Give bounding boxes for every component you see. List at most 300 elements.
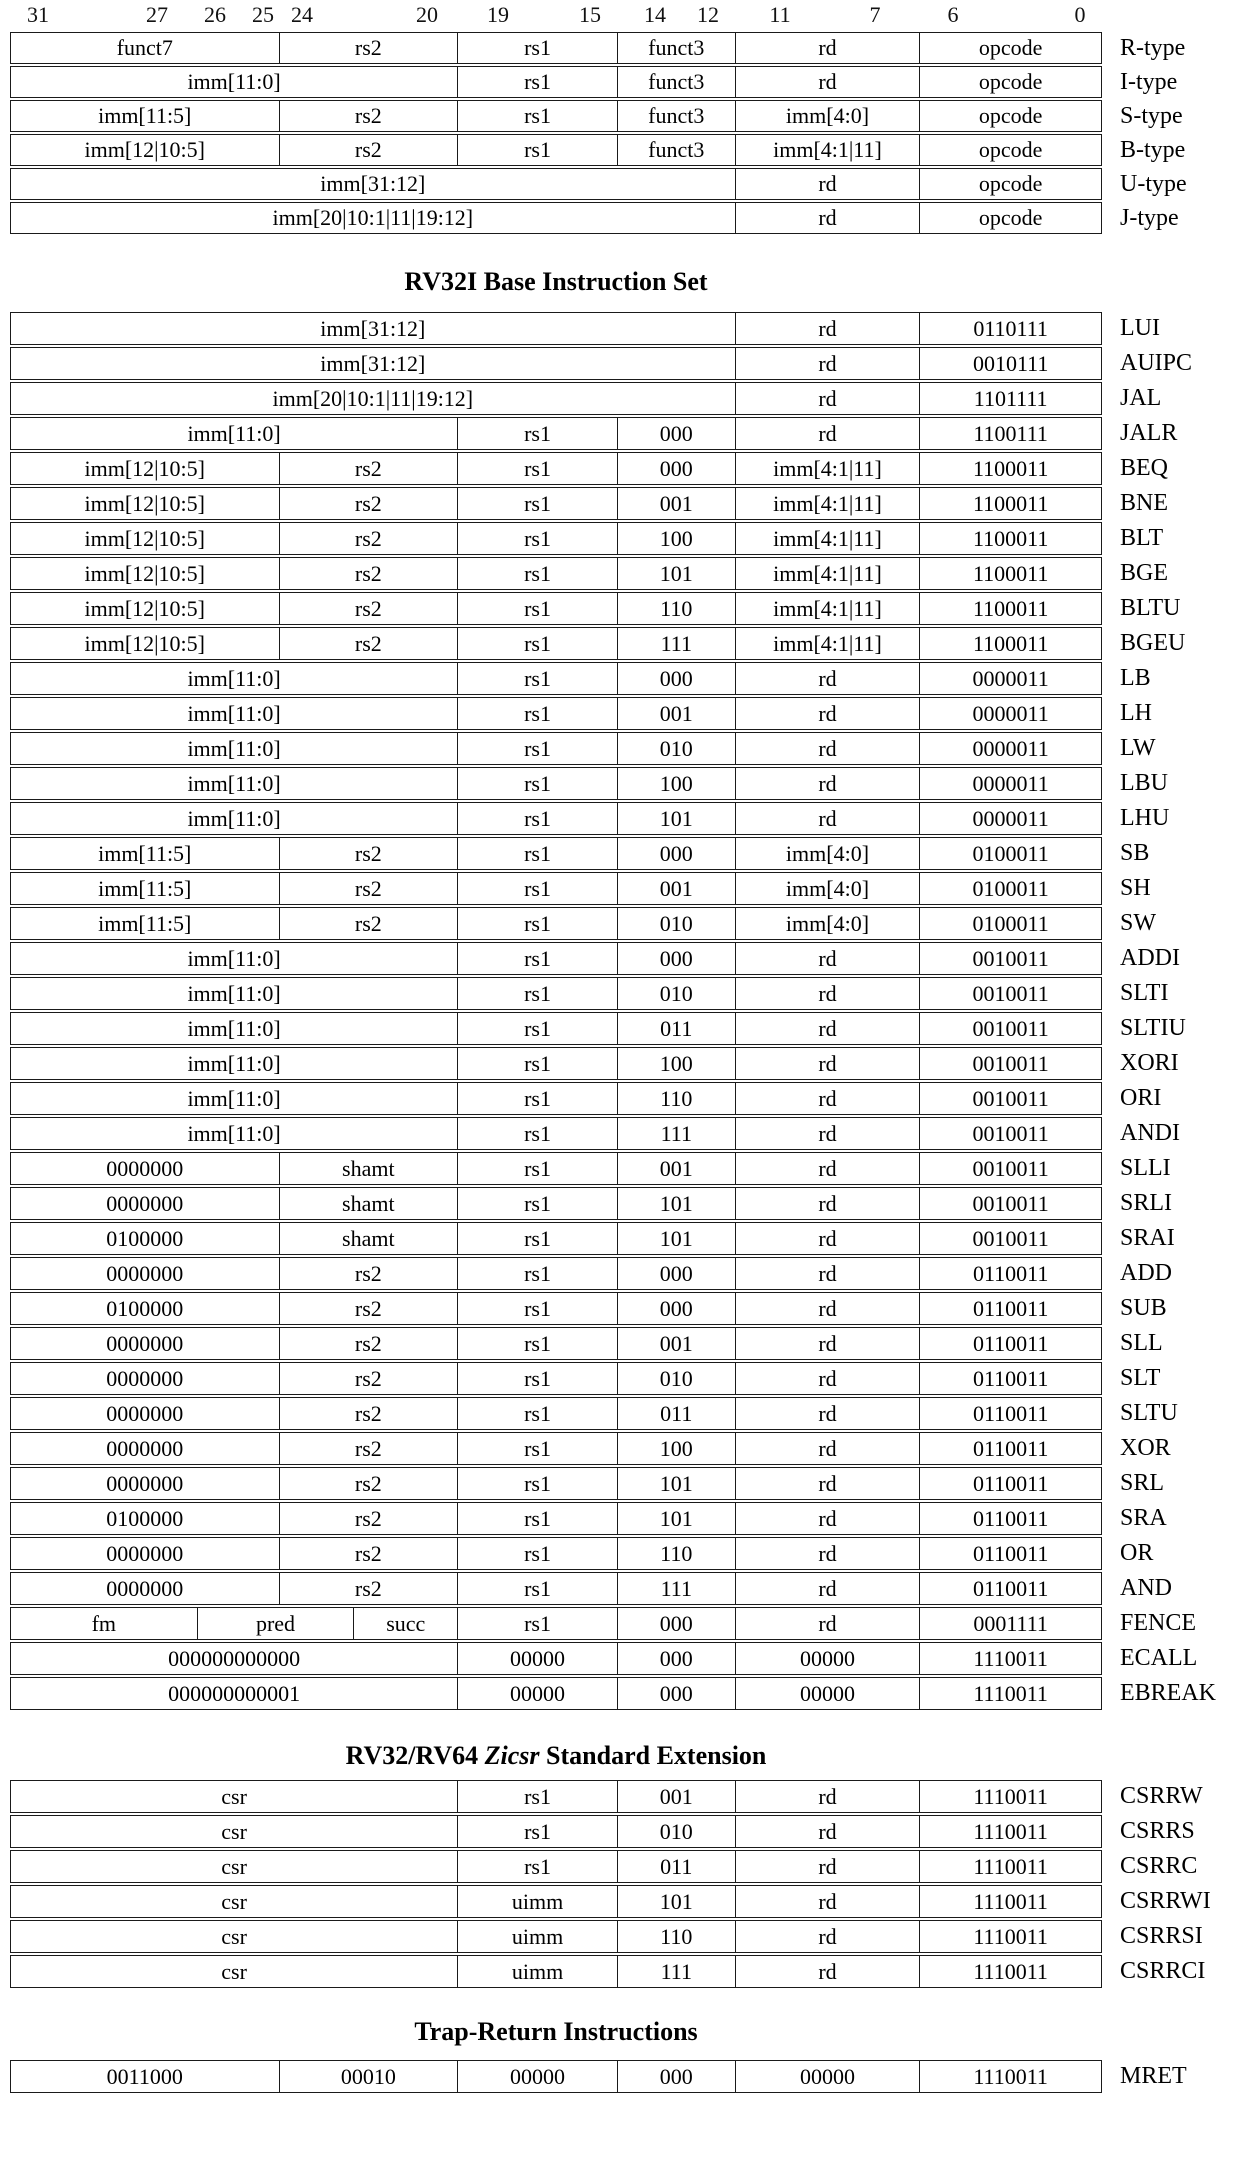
field-cell: 000 — [617, 1643, 735, 1674]
field-cell: 0110011 — [919, 1293, 1101, 1324]
field-cell: 000 — [617, 943, 735, 974]
table-row — [10, 697, 1250, 730]
field-cell: rs1 — [457, 1816, 617, 1847]
instruction-encoding — [10, 907, 1102, 940]
instruction-label: SH — [1120, 875, 1151, 901]
table-row — [10, 1012, 1250, 1045]
bit-position-number: 11 — [769, 2, 791, 27]
table-row — [10, 382, 1250, 415]
table-row — [10, 1117, 1250, 1150]
field-cell: funct3 — [617, 33, 735, 63]
field-cell: 0100000 — [106, 1295, 184, 1321]
table-row — [10, 627, 1250, 660]
field-cell: imm[11:0] — [187, 980, 281, 1006]
field-cell: 0000011 — [919, 663, 1101, 694]
bit-position-number: 19 — [487, 2, 509, 27]
field-cell: 0110011 — [919, 1468, 1101, 1499]
bit-position-number: 27 — [146, 2, 168, 27]
instruction-label: SRLI — [1120, 1190, 1173, 1216]
field-cell: rs1 — [457, 663, 617, 694]
field-cell: rs1 — [457, 33, 617, 63]
field-cell: 0000000 — [106, 1260, 184, 1286]
field-cell: rd — [735, 1851, 920, 1882]
field-cell: rs2 — [279, 558, 458, 589]
field-cell: 0100011 — [919, 838, 1101, 869]
instruction-encoding — [10, 522, 1102, 555]
table-row — [10, 1257, 1250, 1290]
table-row — [10, 1187, 1250, 1220]
field-cell: 0000011 — [919, 733, 1101, 764]
field-cell: 001 — [617, 873, 735, 904]
field-cell: rd — [735, 33, 920, 63]
instruction-label: LW — [1120, 735, 1156, 761]
instruction-encoding — [10, 134, 1102, 166]
instruction-label: SRAI — [1120, 1225, 1175, 1251]
field-cell: rd — [735, 1886, 920, 1917]
field-cell: 00000 — [735, 1678, 920, 1709]
field-cell: 1100011 — [919, 453, 1101, 484]
field-cell: 0000000 — [106, 1540, 184, 1566]
bit-position-number: 31 — [27, 2, 49, 27]
field-cell: rs1 — [457, 978, 617, 1009]
field-cell: 0110011 — [919, 1328, 1101, 1359]
instruction-label: CSRRWI — [1120, 1888, 1211, 1914]
field-cell: 1101111 — [919, 383, 1101, 414]
instruction-label: SW — [1120, 910, 1156, 936]
field-cell: 101 — [617, 1503, 735, 1534]
field-cell: 0010111 — [919, 348, 1101, 379]
field-cell: 0110011 — [919, 1258, 1101, 1289]
field-cell: rs2 — [279, 101, 458, 131]
field-cell: imm[12|10:5] — [84, 137, 205, 162]
table-row — [10, 662, 1250, 695]
field-cell: 010 — [617, 1816, 735, 1847]
instruction-label: BLT — [1120, 525, 1164, 551]
table-row — [10, 32, 1250, 64]
field-cell: imm[11:0] — [187, 69, 281, 94]
field-cell: 000000000000 — [168, 1645, 301, 1671]
instruction-encoding — [10, 1815, 1102, 1848]
zicsr-title-suffix: Standard Extension — [539, 1741, 767, 1770]
field-cell: imm[4:1|11] — [735, 453, 920, 484]
field-cell: imm[4:1|11] — [735, 593, 920, 624]
field-cell: rs1 — [457, 453, 617, 484]
instruction-label: SRL — [1120, 1470, 1165, 1496]
table-row — [10, 1327, 1250, 1360]
instruction-encoding — [10, 1432, 1102, 1465]
instruction-encoding — [10, 767, 1102, 800]
zicsr-table — [10, 1780, 1250, 1990]
field-cell: rs1 — [457, 1363, 617, 1394]
field-cell: rs1 — [457, 67, 617, 97]
field-cell: rd — [735, 768, 920, 799]
instruction-encoding — [10, 382, 1102, 415]
field-cell: 0100011 — [919, 873, 1101, 904]
field-cell: rd — [735, 1153, 920, 1184]
table-row — [10, 1677, 1250, 1710]
instruction-label: SRA — [1120, 1505, 1167, 1531]
instruction-label: AND — [1120, 1575, 1172, 1601]
field-cell: imm[31:12] — [320, 315, 426, 341]
bit-position-number: 6 — [947, 2, 959, 27]
instruction-encoding — [10, 1467, 1102, 1500]
bit-position-number: 24 — [291, 2, 313, 27]
field-cell: rs2 — [279, 135, 458, 165]
field-cell: 0010011 — [919, 1188, 1101, 1219]
field-cell: 001 — [617, 1328, 735, 1359]
field-cell: rs1 — [457, 1048, 617, 1079]
field-cell: 0110011 — [919, 1433, 1101, 1464]
table-row — [10, 1222, 1250, 1255]
field-cell: rs1 — [457, 1188, 617, 1219]
instruction-label: BGEU — [1120, 630, 1186, 656]
field-cell: imm[4:0] — [735, 838, 920, 869]
field-cell: imm[4:1|11] — [735, 523, 920, 554]
instruction-label: U-type — [1120, 170, 1187, 197]
field-cell: rd — [735, 313, 920, 344]
field-cell: 0000000 — [106, 1330, 184, 1356]
field-cell: rd — [735, 663, 920, 694]
field-cell: 0010011 — [919, 1048, 1101, 1079]
field-cell: 000 — [617, 2061, 735, 2092]
table-row — [10, 592, 1250, 625]
table-row — [10, 802, 1250, 835]
field-cell: rd — [735, 1083, 920, 1114]
bit-position-number: 14 — [644, 2, 666, 27]
field-cell: rs1 — [457, 1573, 617, 1604]
instruction-encoding — [10, 1292, 1102, 1325]
field-cell: 0000011 — [919, 803, 1101, 834]
bit-position-number: 15 — [579, 2, 601, 27]
field-cell: opcode — [919, 135, 1101, 165]
field-cell: 0010011 — [919, 1083, 1101, 1114]
instruction-encoding — [10, 1607, 1102, 1640]
field-cell: rd — [735, 1223, 920, 1254]
field-cell: 1100011 — [919, 523, 1101, 554]
instruction-encoding — [10, 1642, 1102, 1675]
field-cell: rs1 — [457, 908, 617, 939]
field-cell: rs1 — [457, 873, 617, 904]
field-cell: 0110011 — [919, 1363, 1101, 1394]
field-cell: rs2 — [279, 628, 458, 659]
field-cell: 0000000 — [106, 1365, 184, 1391]
table-row — [10, 100, 1250, 132]
table-row — [10, 417, 1250, 450]
field-cell: rs1 — [457, 1468, 617, 1499]
field-cell: imm[11:0] — [187, 665, 281, 691]
field-cell: 0110011 — [919, 1503, 1101, 1534]
instruction-encoding — [10, 66, 1102, 98]
field-cell: rs2 — [279, 593, 458, 624]
field-cell: 110 — [617, 1538, 735, 1569]
table-row — [10, 1780, 1250, 1813]
field-cell: rs2 — [279, 1328, 458, 1359]
field-cell: imm[11:5] — [98, 103, 192, 128]
field-cell: 101 — [617, 803, 735, 834]
field-cell: rs2 — [279, 488, 458, 519]
instruction-label: EBREAK — [1120, 1680, 1216, 1706]
field-cell: rs1 — [457, 628, 617, 659]
instruction-encoding — [10, 1117, 1102, 1150]
instruction-label: SLL — [1120, 1330, 1163, 1356]
field-cell: 1110011 — [919, 1816, 1101, 1847]
field-cell: 00000 — [735, 1643, 920, 1674]
instruction-encoding — [10, 697, 1102, 730]
field-cell: 0000011 — [919, 768, 1101, 799]
instruction-encoding — [10, 557, 1102, 590]
field-cell: 1110011 — [919, 1921, 1101, 1952]
field-cell: shamt — [279, 1188, 458, 1219]
field-cell: 0110011 — [919, 1573, 1101, 1604]
field-cell: 0010011 — [919, 943, 1101, 974]
field-cell: rd — [735, 67, 920, 97]
field-cell: imm[31:12] — [320, 171, 426, 196]
field-cell: 100 — [617, 768, 735, 799]
table-row — [10, 452, 1250, 485]
table-row — [10, 1607, 1250, 1640]
field-cell: rs1 — [457, 593, 617, 624]
field-cell: rd — [735, 1503, 920, 1534]
field-cell: opcode — [919, 203, 1101, 233]
field-cell: opcode — [919, 101, 1101, 131]
field-cell: 1100111 — [919, 418, 1101, 449]
bit-position-number: 25 — [252, 2, 274, 27]
field-cell: funct3 — [617, 135, 735, 165]
field-cell: 00000 — [735, 2061, 920, 2092]
table-row — [10, 66, 1250, 98]
table-row — [10, 907, 1250, 940]
field-cell: rs2 — [279, 1433, 458, 1464]
field-cell: rd — [735, 1328, 920, 1359]
field-cell: rs2 — [279, 1468, 458, 1499]
field-cell: rs2 — [279, 1363, 458, 1394]
field-cell: rs2 — [279, 1503, 458, 1534]
field-cell: rs1 — [457, 838, 617, 869]
instruction-label: BEQ — [1120, 455, 1168, 481]
table-row — [10, 837, 1250, 870]
field-cell: rs1 — [457, 418, 617, 449]
field-cell: csr — [221, 1853, 247, 1879]
field-cell: 0000000 — [106, 1470, 184, 1496]
instruction-encoding — [10, 1955, 1102, 1988]
table-row — [10, 1502, 1250, 1535]
field-cell: 0010011 — [919, 1013, 1101, 1044]
field-cell: rs1 — [457, 943, 617, 974]
field-cell: rd — [735, 1293, 920, 1324]
instruction-encoding — [10, 1537, 1102, 1570]
field-cell: rd — [735, 383, 920, 414]
instruction-encoding — [10, 942, 1102, 975]
field-cell: 0010011 — [919, 978, 1101, 1009]
table-row — [10, 168, 1250, 200]
table-row — [10, 1082, 1250, 1115]
table-row — [10, 1572, 1250, 1605]
instruction-encoding — [10, 1885, 1102, 1918]
instruction-label: LBU — [1120, 770, 1168, 796]
instruction-label: JALR — [1120, 420, 1178, 446]
field-cell: 111 — [617, 1118, 735, 1149]
field-cell: rs1 — [457, 558, 617, 589]
instruction-encoding — [10, 1222, 1102, 1255]
field-cell: rs1 — [457, 523, 617, 554]
table-row — [10, 312, 1250, 345]
field-cell: imm[4:0] — [735, 873, 920, 904]
field-cell: rd — [735, 1608, 920, 1639]
rv32i-table — [10, 312, 1250, 1712]
instruction-label: CSRRS — [1120, 1818, 1195, 1844]
table-row — [10, 1397, 1250, 1430]
field-cell: 1100011 — [919, 558, 1101, 589]
field-cell: 00000 — [457, 2061, 617, 2092]
instruction-encoding — [10, 417, 1102, 450]
field-cell: rs1 — [457, 733, 617, 764]
instruction-label: FENCE — [1120, 1610, 1197, 1636]
instruction-label: CSRRC — [1120, 1853, 1198, 1879]
field-cell: rd — [735, 1538, 920, 1569]
table-row — [10, 732, 1250, 765]
rv32i-section-title — [10, 268, 1102, 296]
table-row — [10, 1047, 1250, 1080]
field-cell: rs1 — [457, 1781, 617, 1812]
field-cell: 011 — [617, 1851, 735, 1882]
instruction-encoding — [10, 1397, 1102, 1430]
field-cell: 000 — [617, 1293, 735, 1324]
field-cell: 000 — [617, 838, 735, 869]
instruction-encoding — [10, 202, 1102, 234]
field-cell: rs2 — [279, 1258, 458, 1289]
field-cell: csr — [221, 1783, 247, 1809]
field-cell: 0000011 — [919, 698, 1101, 729]
instruction-encoding — [10, 1572, 1102, 1605]
field-cell: rd — [735, 978, 920, 1009]
instruction-encoding — [10, 2060, 1102, 2093]
field-cell: 000 — [617, 663, 735, 694]
field-cell: 111 — [617, 1956, 735, 1987]
field-cell: rs1 — [457, 698, 617, 729]
instruction-label: B-type — [1120, 136, 1186, 163]
bit-position-number: 7 — [869, 2, 881, 27]
field-cell: 00010 — [279, 2061, 458, 2092]
bit-position-number: 26 — [204, 2, 226, 27]
field-cell: imm[11:0] — [187, 1050, 281, 1076]
table-row — [10, 557, 1250, 590]
field-cell: imm[11:0] — [187, 1015, 281, 1041]
field-cell: 000000000001 — [168, 1680, 301, 1706]
instruction-label: AUIPC — [1120, 350, 1193, 376]
field-cell: rs1 — [457, 488, 617, 519]
field-cell: rs2 — [279, 838, 458, 869]
field-cell: rs2 — [279, 1398, 458, 1429]
instruction-encoding — [10, 1012, 1102, 1045]
instruction-label: SLTIU — [1120, 1015, 1186, 1041]
instruction-encoding — [10, 837, 1102, 870]
field-cell: 110 — [617, 1921, 735, 1952]
field-cell: imm[20|10:1|11|19:12] — [272, 205, 474, 230]
instruction-label: JAL — [1120, 385, 1162, 411]
field-cell: rs1 — [457, 135, 617, 165]
field-cell: 000 — [617, 418, 735, 449]
instruction-label: ADD — [1120, 1260, 1172, 1286]
field-cell: rs1 — [457, 803, 617, 834]
field-cell: rs2 — [279, 1538, 458, 1569]
field-cell: 101 — [617, 1223, 735, 1254]
field-cell: 00000 — [457, 1678, 617, 1709]
field-cell: rd — [735, 1048, 920, 1079]
instruction-encoding — [10, 1187, 1102, 1220]
table-row — [10, 1362, 1250, 1395]
field-cell: rs1 — [457, 1083, 617, 1114]
field-cell: 010 — [617, 908, 735, 939]
field-cell: imm[4:1|11] — [735, 135, 920, 165]
field-cell: 1110011 — [919, 2061, 1101, 2092]
field-cell: imm[11:0] — [187, 805, 281, 831]
field-cell: 101 — [617, 1468, 735, 1499]
table-row — [10, 977, 1250, 1010]
instruction-label: SUB — [1120, 1295, 1167, 1321]
field-cell: 100 — [617, 1048, 735, 1079]
field-cell: rs1 — [457, 1118, 617, 1149]
field-cell: csr — [221, 1958, 247, 1984]
field-cell: 0100000 — [106, 1505, 184, 1531]
field-cell: shamt — [279, 1223, 458, 1254]
instruction-encoding — [10, 592, 1102, 625]
field-cell: rd — [735, 1816, 920, 1847]
table-row — [10, 202, 1250, 234]
field-cell: 0001111 — [919, 1608, 1101, 1639]
field-cell: 101 — [617, 558, 735, 589]
instruction-label: ANDI — [1120, 1120, 1180, 1146]
field-cell: rs1 — [457, 1293, 617, 1324]
field-cell: 001 — [617, 1153, 735, 1184]
field-cell: imm[11:0] — [187, 700, 281, 726]
field-cell: rd — [735, 1013, 920, 1044]
instruction-encoding — [10, 1152, 1102, 1185]
instruction-label: CSRRSI — [1120, 1923, 1203, 1949]
field-cell: rs1 — [457, 1538, 617, 1569]
field-cell: imm[12|10:5] — [84, 525, 205, 551]
field-cell: rd — [735, 1573, 920, 1604]
table-row — [10, 2060, 1250, 2093]
instruction-encoding — [10, 1920, 1102, 1953]
table-row — [10, 1920, 1250, 1953]
field-cell: imm[4:1|11] — [735, 558, 920, 589]
field-cell: 1110011 — [919, 1886, 1101, 1917]
instruction-label: SLTI — [1120, 980, 1169, 1006]
field-cell: rs1 — [457, 1851, 617, 1882]
field-cell: rs1 — [457, 1398, 617, 1429]
instruction-label: LHU — [1120, 805, 1170, 831]
table-row — [10, 522, 1250, 555]
instruction-encoding — [10, 1677, 1102, 1710]
field-cell: csr — [221, 1818, 247, 1844]
field-cell: 011 — [617, 1013, 735, 1044]
field-cell: 1110011 — [919, 1781, 1101, 1812]
field-cell: 0100011 — [919, 908, 1101, 939]
field-cell: 001 — [617, 1781, 735, 1812]
field-cell: imm[4:0] — [735, 101, 920, 131]
field-cell: 111 — [617, 1573, 735, 1604]
field-cell: 100 — [617, 1433, 735, 1464]
field-cell: rd — [735, 169, 920, 199]
instruction-label: OR — [1120, 1540, 1154, 1566]
table-row — [10, 872, 1250, 905]
field-cell: imm[20|10:1|11|19:12] — [272, 385, 474, 411]
field-cell: imm[11:0] — [187, 945, 281, 971]
table-row — [10, 1642, 1250, 1675]
field-cell: rs1 — [457, 1013, 617, 1044]
instruction-encoding — [10, 1257, 1102, 1290]
instruction-label: ECALL — [1120, 1645, 1198, 1671]
